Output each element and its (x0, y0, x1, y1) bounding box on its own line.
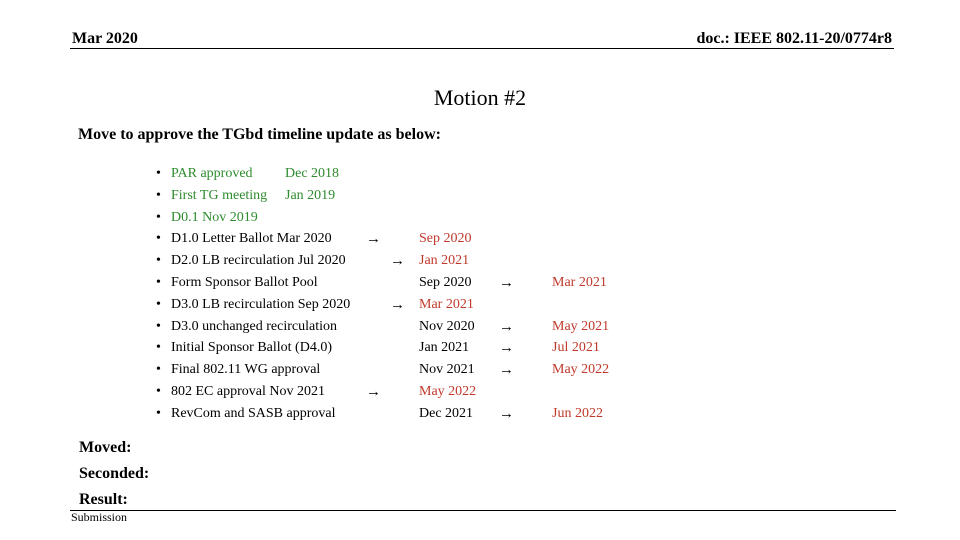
milestone-label: Form Sponsor Ballot Pool (171, 275, 318, 290)
arrow-icon: → (366, 231, 381, 248)
updated-date: May 2022 (552, 362, 610, 378)
updated-date: Jun 2022 (552, 405, 603, 421)
schedule-date: Nov 2021 (419, 362, 475, 378)
arrow-icon: → (499, 275, 514, 291)
milestone-label: D3.0 LB recirculation Sep 2020 (171, 296, 351, 312)
arrow-icon: → (499, 362, 514, 379)
timeline-row (0, 253, 960, 275)
updated-date: Jul 2021 (552, 340, 600, 356)
bullet-icon: • (156, 340, 161, 356)
timeline-row (0, 319, 960, 341)
milestone-label: PAR approved (171, 166, 253, 181)
schedule-date: Nov 2020 (419, 318, 475, 334)
footer-rule (70, 510, 896, 511)
milestone-date: Jan 2019 (285, 187, 336, 203)
milestone-date: Dec 2018 (285, 166, 340, 181)
milestone-label: D1.0 Letter Ballot Mar 2020 (171, 231, 332, 247)
updated-date: May 2021 (552, 318, 610, 334)
milestone-label: Initial Sponsor Ballot (D4.0) (171, 340, 332, 356)
bullet-icon: • (156, 253, 161, 269)
bullet-icon: • (156, 318, 161, 334)
result-label: Result: (79, 491, 128, 508)
bullet-icon: • (156, 384, 161, 399)
timeline-row (0, 384, 960, 406)
schedule-date: Dec 2021 (419, 405, 474, 421)
milestone-label: D2.0 LB recirculation Jul 2020 (171, 253, 346, 269)
timeline-row (0, 297, 960, 319)
arrow-icon: → (499, 340, 514, 357)
motion-text: Move to approve the TGbd timeline update as below: (78, 126, 441, 143)
milestone-label: D0.1 Nov 2019 (171, 209, 258, 225)
schedule-date: Mar 2021 (419, 296, 474, 312)
timeline-row (0, 340, 960, 362)
seconded-label: Seconded: (79, 465, 150, 482)
bullet-icon: • (156, 187, 161, 203)
bullet-icon: • (156, 405, 161, 421)
bullet-icon: • (156, 275, 161, 290)
timeline-row (0, 362, 960, 384)
bullet-icon: • (156, 362, 161, 378)
milestone-label: Final 802.11 WG approval (171, 362, 321, 378)
arrow-icon: → (366, 384, 381, 400)
schedule-date: May 2022 (419, 384, 477, 399)
header-date: Mar 2020 (72, 30, 138, 47)
schedule-date: Sep 2020 (419, 231, 472, 247)
milestone-label: RevCom and SASB approval (171, 405, 336, 421)
updated-date: Mar 2021 (552, 275, 607, 290)
bullet-icon: • (156, 209, 161, 225)
arrow-icon: → (499, 318, 514, 335)
bullet-icon: • (156, 231, 161, 247)
bullet-icon: • (156, 166, 161, 181)
timeline-row (0, 406, 960, 428)
timeline-row (0, 231, 960, 253)
bullet-icon: • (156, 296, 161, 312)
timeline-row (0, 210, 960, 232)
timeline-row (0, 275, 960, 297)
milestone-label: 802 EC approval Nov 2021 (171, 384, 325, 399)
slide-title: Motion #2 (433, 85, 527, 110)
schedule-date: Sep 2020 (419, 275, 472, 290)
milestone-label: First TG meeting (171, 187, 268, 203)
header-doc-id: doc.: IEEE 802.11-20/0774r8 (696, 30, 892, 47)
schedule-date: Jan 2021 (419, 340, 470, 356)
arrow-icon: → (390, 253, 405, 270)
arrow-icon: → (390, 296, 405, 313)
header-rule (70, 48, 894, 49)
arrow-icon: → (499, 405, 514, 422)
submission-label: Submission (71, 510, 128, 524)
moved-label: Moved: (79, 439, 132, 456)
schedule-date: Jan 2021 (419, 253, 470, 269)
milestone-label: D3.0 unchanged recirculation (171, 318, 337, 334)
timeline-row (0, 166, 960, 188)
timeline-row (0, 188, 960, 210)
